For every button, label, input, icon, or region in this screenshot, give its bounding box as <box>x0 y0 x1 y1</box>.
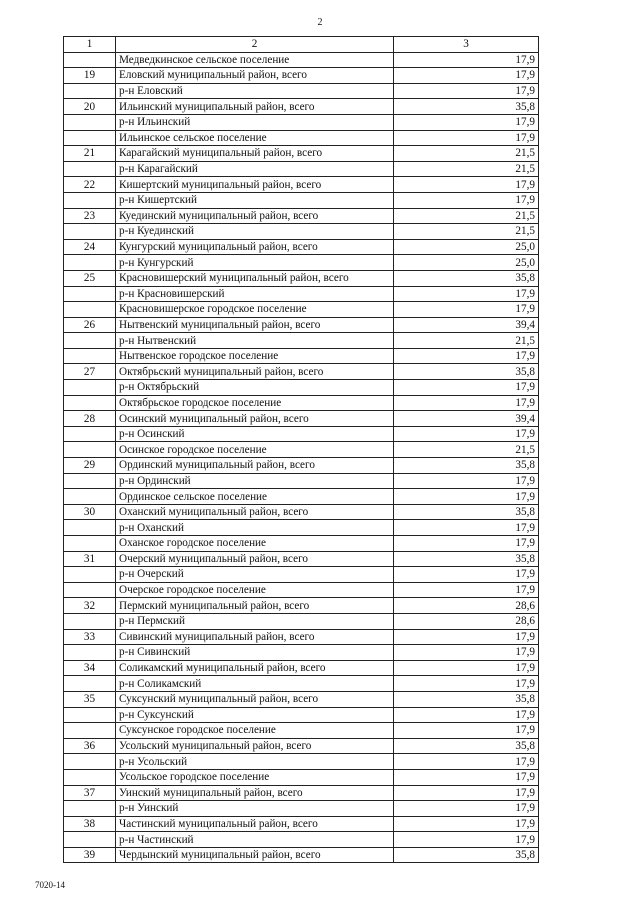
row-name: Кишертский муниципальный район, всего <box>116 177 394 193</box>
row-value: 35,8 <box>394 458 539 474</box>
row-value: 21,5 <box>394 442 539 458</box>
row-number: 29 <box>64 458 116 474</box>
row-value: 17,9 <box>394 785 539 801</box>
row-value: 17,9 <box>394 286 539 302</box>
row-value: 17,9 <box>394 723 539 739</box>
row-number: 20 <box>64 99 116 115</box>
row-name: р-н Ильинский <box>116 114 394 130</box>
row-name: Ильинский муниципальный район, всего <box>116 99 394 115</box>
row-number <box>64 161 116 177</box>
table-row <box>64 801 539 817</box>
row-number <box>64 224 116 240</box>
table-row <box>64 660 539 676</box>
row-number: 26 <box>64 317 116 333</box>
table-row <box>64 364 539 380</box>
row-name: р-н Нытвенский <box>116 333 394 349</box>
table-row <box>64 723 539 739</box>
row-value: 35,8 <box>394 270 539 286</box>
table-row <box>64 769 539 785</box>
row-value: 21,5 <box>394 224 539 240</box>
row-name: Уинский муниципальный район, всего <box>116 785 394 801</box>
row-name: Ильинское сельское поселение <box>116 130 394 146</box>
row-value: 28,6 <box>394 598 539 614</box>
row-name: Нытвенский муниципальный район, всего <box>116 317 394 333</box>
row-name: р-н Ординский <box>116 473 394 489</box>
row-value: 35,8 <box>394 551 539 567</box>
table-body <box>64 52 539 863</box>
row-value: 35,8 <box>394 504 539 520</box>
row-name: Карагайский муниципальный район, всего <box>116 146 394 162</box>
table-row <box>64 567 539 583</box>
row-name: р-н Кишертский <box>116 192 394 208</box>
table-row <box>64 114 539 130</box>
table-row <box>64 847 539 863</box>
row-value: 17,9 <box>394 801 539 817</box>
table-row <box>64 255 539 271</box>
row-name: Красновишерский муниципальный район, всего <box>116 270 394 286</box>
table-row <box>64 302 539 318</box>
row-name: Оханский муниципальный район, всего <box>116 504 394 520</box>
row-value: 21,5 <box>394 208 539 224</box>
row-value: 17,9 <box>394 660 539 676</box>
row-value: 17,9 <box>394 348 539 364</box>
table-row <box>64 598 539 614</box>
row-name: р-н Осинский <box>116 426 394 442</box>
row-name: р-н Соликамский <box>116 676 394 692</box>
row-name: р-н Кунгурский <box>116 255 394 271</box>
column-header-value: 3 <box>394 37 539 53</box>
row-value: 39,4 <box>394 317 539 333</box>
row-number <box>64 520 116 536</box>
row-value: 17,9 <box>394 52 539 68</box>
table-row <box>64 645 539 661</box>
row-number: 34 <box>64 660 116 676</box>
table-row <box>64 177 539 193</box>
row-name: Нытвенское городское поселение <box>116 348 394 364</box>
row-value: 17,9 <box>394 629 539 645</box>
row-number: 38 <box>64 816 116 832</box>
row-value: 17,9 <box>394 754 539 770</box>
table-row <box>64 707 539 723</box>
table-row <box>64 239 539 255</box>
row-name: р-н Карагайский <box>116 161 394 177</box>
row-name: р-н Суксунский <box>116 707 394 723</box>
row-number <box>64 395 116 411</box>
row-number: 32 <box>64 598 116 614</box>
row-number: 25 <box>64 270 116 286</box>
row-number <box>64 613 116 629</box>
row-number <box>64 192 116 208</box>
row-number <box>64 114 116 130</box>
row-value: 17,9 <box>394 536 539 552</box>
row-value: 17,9 <box>394 83 539 99</box>
table-row <box>64 52 539 68</box>
row-name: Очерское городское поселение <box>116 582 394 598</box>
row-name: Суксунское городское поселение <box>116 723 394 739</box>
row-number: 28 <box>64 411 116 427</box>
row-value: 28,6 <box>394 613 539 629</box>
row-name: Красновишерское городское поселение <box>116 302 394 318</box>
row-value: 35,8 <box>394 99 539 115</box>
table-row <box>64 208 539 224</box>
table-row <box>64 395 539 411</box>
row-value: 17,9 <box>394 489 539 505</box>
table-row <box>64 520 539 536</box>
table-row <box>64 582 539 598</box>
row-value: 35,8 <box>394 691 539 707</box>
row-value: 17,9 <box>394 582 539 598</box>
row-number <box>64 302 116 318</box>
row-name: Пермский муниципальный район, всего <box>116 598 394 614</box>
row-number <box>64 567 116 583</box>
row-value: 17,9 <box>394 707 539 723</box>
table-row <box>64 832 539 848</box>
row-name: р-н Куединский <box>116 224 394 240</box>
row-value: 21,5 <box>394 161 539 177</box>
table-row <box>64 130 539 146</box>
row-number: 37 <box>64 785 116 801</box>
row-value: 39,4 <box>394 411 539 427</box>
row-name: р-н Частинский <box>116 832 394 848</box>
row-number: 27 <box>64 364 116 380</box>
table-header-row <box>64 37 539 53</box>
row-value: 25,0 <box>394 239 539 255</box>
row-name: Сивинский муниципальный район, всего <box>116 629 394 645</box>
row-name: Кунгурский муниципальный район, всего <box>116 239 394 255</box>
row-number: 19 <box>64 68 116 84</box>
row-name: р-н Очерский <box>116 567 394 583</box>
row-name: Оханское городское поселение <box>116 536 394 552</box>
row-number <box>64 707 116 723</box>
row-name: Ординское сельское поселение <box>116 489 394 505</box>
row-number <box>64 255 116 271</box>
row-name: р-н Усольский <box>116 754 394 770</box>
table-row <box>64 270 539 286</box>
footer-code: 7020-14 <box>35 880 65 890</box>
row-number <box>64 582 116 598</box>
table-row <box>64 380 539 396</box>
row-number: 39 <box>64 847 116 863</box>
row-value: 35,8 <box>394 738 539 754</box>
row-value: 17,9 <box>394 380 539 396</box>
row-number <box>64 769 116 785</box>
row-value: 17,9 <box>394 395 539 411</box>
row-name: р-н Оханский <box>116 520 394 536</box>
table-row <box>64 691 539 707</box>
table-row <box>64 333 539 349</box>
row-value: 17,9 <box>394 567 539 583</box>
table-row <box>64 426 539 442</box>
table-row <box>64 68 539 84</box>
table-row <box>64 754 539 770</box>
row-value: 21,5 <box>394 333 539 349</box>
row-value: 21,5 <box>394 146 539 162</box>
row-number <box>64 380 116 396</box>
row-value: 17,9 <box>394 177 539 193</box>
row-name: Усольское городское поселение <box>116 769 394 785</box>
row-name: Ординский муниципальный район, всего <box>116 458 394 474</box>
row-value: 17,9 <box>394 769 539 785</box>
row-number <box>64 333 116 349</box>
row-name: р-н Еловский <box>116 83 394 99</box>
table-row <box>64 286 539 302</box>
row-number <box>64 489 116 505</box>
row-name: Еловский муниципальный район, всего <box>116 68 394 84</box>
table-row <box>64 613 539 629</box>
row-value: 17,9 <box>394 645 539 661</box>
row-number <box>64 130 116 146</box>
row-name: Соликамский муниципальный район, всего <box>116 660 394 676</box>
row-number <box>64 676 116 692</box>
row-name: Частинский муниципальный район, всего <box>116 816 394 832</box>
row-name: Куединский муниципальный район, всего <box>116 208 394 224</box>
table-row <box>64 317 539 333</box>
row-value: 35,8 <box>394 364 539 380</box>
row-value: 17,9 <box>394 302 539 318</box>
row-name: р-н Уинский <box>116 801 394 817</box>
row-value: 17,9 <box>394 473 539 489</box>
row-number: 22 <box>64 177 116 193</box>
table-row <box>64 738 539 754</box>
row-number <box>64 645 116 661</box>
row-name: Октябрьский муниципальный район, всего <box>116 364 394 380</box>
table-row <box>64 504 539 520</box>
row-number <box>64 442 116 458</box>
table-row <box>64 489 539 505</box>
table-row <box>64 146 539 162</box>
row-number: 35 <box>64 691 116 707</box>
row-name: р-н Сивинский <box>116 645 394 661</box>
row-number <box>64 536 116 552</box>
row-number: 31 <box>64 551 116 567</box>
column-header-number: 1 <box>64 37 116 53</box>
row-number <box>64 723 116 739</box>
row-name: Медведкинское сельское поселение <box>116 52 394 68</box>
row-value: 17,9 <box>394 832 539 848</box>
row-name: Осинский муниципальный район, всего <box>116 411 394 427</box>
row-name: Чердынский муниципальный район, всего <box>116 847 394 863</box>
row-value: 17,9 <box>394 130 539 146</box>
table-row <box>64 473 539 489</box>
table-row <box>64 161 539 177</box>
row-number <box>64 348 116 364</box>
row-number <box>64 286 116 302</box>
row-value: 17,9 <box>394 816 539 832</box>
column-header-name: 2 <box>116 37 394 53</box>
table-row <box>64 442 539 458</box>
table-row <box>64 816 539 832</box>
row-number: 24 <box>64 239 116 255</box>
row-name: р-н Пермский <box>116 613 394 629</box>
row-name: р-н Октябрьский <box>116 380 394 396</box>
row-name: Октябрьское городское поселение <box>116 395 394 411</box>
row-number: 36 <box>64 738 116 754</box>
row-name: Суксунский муниципальный район, всего <box>116 691 394 707</box>
row-value: 17,9 <box>394 68 539 84</box>
row-value: 35,8 <box>394 847 539 863</box>
row-name: Очерский муниципальный район, всего <box>116 551 394 567</box>
table-row <box>64 99 539 115</box>
row-value: 17,9 <box>394 676 539 692</box>
table-row <box>64 458 539 474</box>
row-number <box>64 473 116 489</box>
row-name: р-н Красновишерский <box>116 286 394 302</box>
row-number <box>64 52 116 68</box>
row-value: 17,9 <box>394 192 539 208</box>
table-row <box>64 676 539 692</box>
row-number: 30 <box>64 504 116 520</box>
row-number <box>64 801 116 817</box>
row-number: 21 <box>64 146 116 162</box>
table-row <box>64 629 539 645</box>
row-number <box>64 754 116 770</box>
table-row <box>64 83 539 99</box>
table-row <box>64 224 539 240</box>
row-value: 17,9 <box>394 426 539 442</box>
row-value: 17,9 <box>394 114 539 130</box>
table-row <box>64 785 539 801</box>
row-number <box>64 832 116 848</box>
row-name: Усольский муниципальный район, всего <box>116 738 394 754</box>
row-number <box>64 426 116 442</box>
table-row <box>64 536 539 552</box>
table-row <box>64 411 539 427</box>
table-row <box>64 192 539 208</box>
row-number <box>64 83 116 99</box>
table-row <box>64 348 539 364</box>
row-value: 17,9 <box>394 520 539 536</box>
table-row <box>64 551 539 567</box>
row-number: 33 <box>64 629 116 645</box>
row-name: Осинское городское поселение <box>116 442 394 458</box>
page-number: 2 <box>317 17 323 28</box>
row-value: 25,0 <box>394 255 539 271</box>
data-table <box>63 36 539 863</box>
row-number: 23 <box>64 208 116 224</box>
